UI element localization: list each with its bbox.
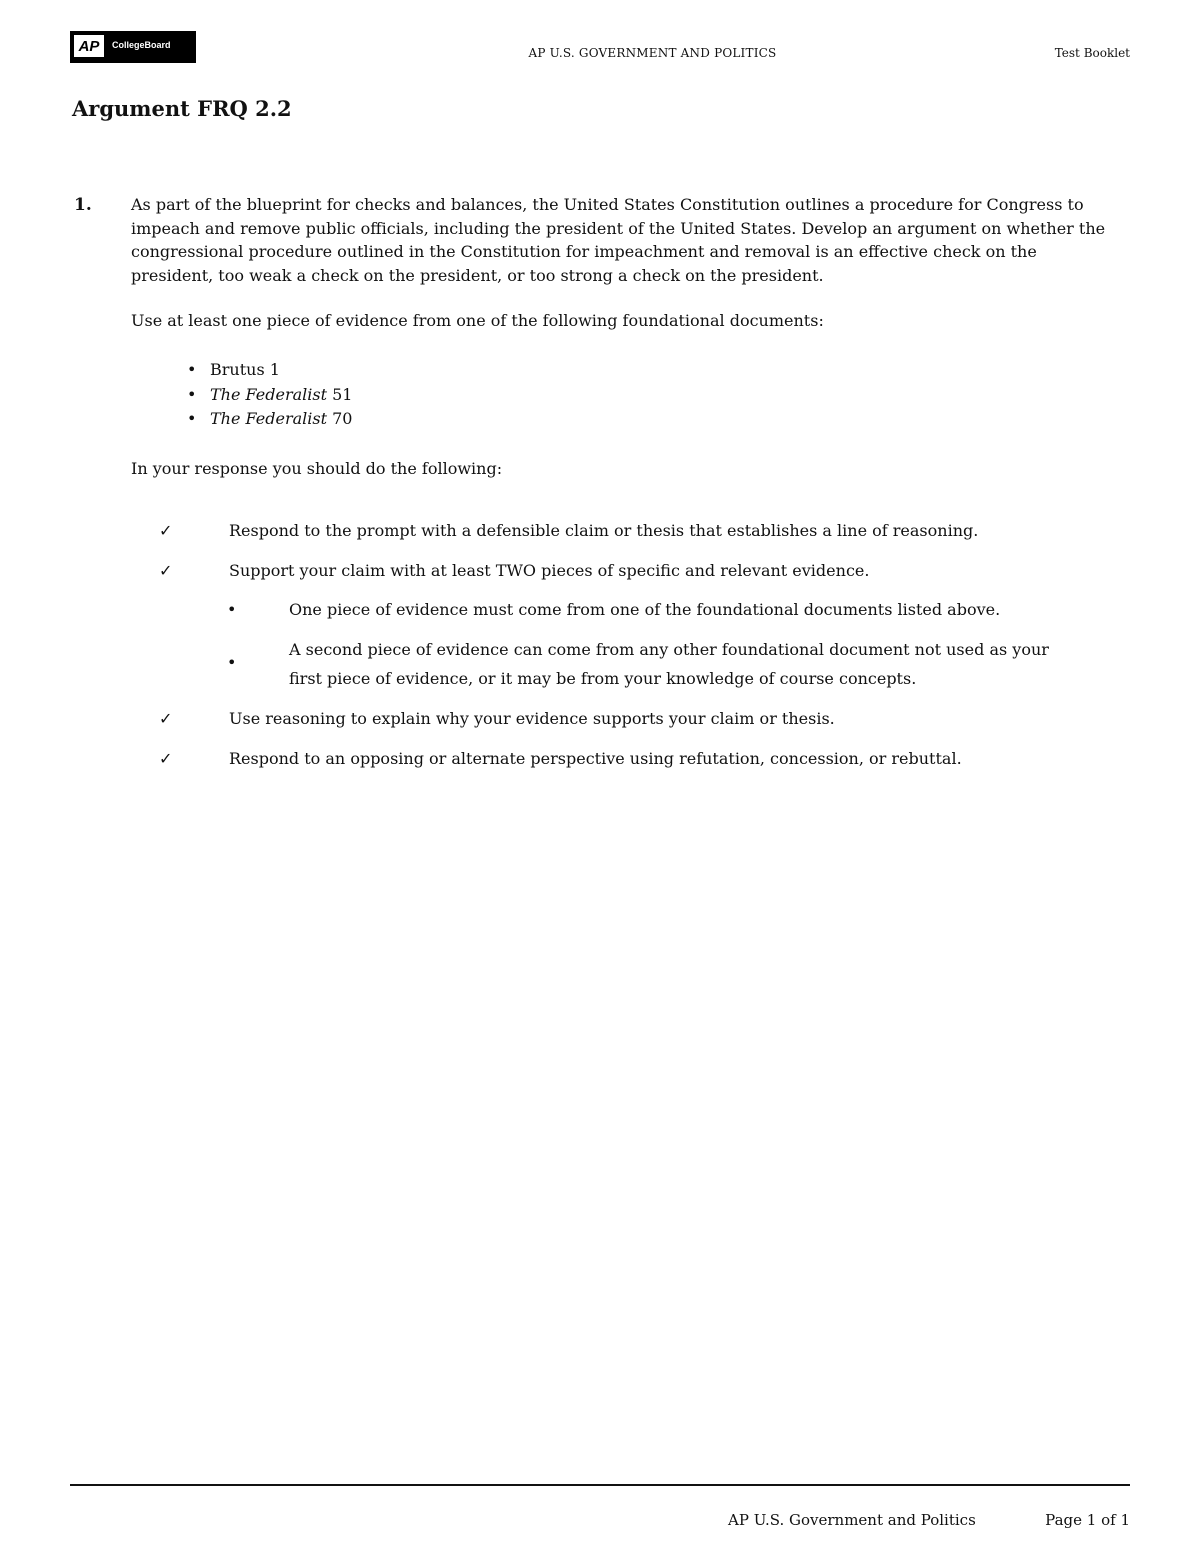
requirement-text: Support your claim with at least TWO pieces of specific and relevant evidence.: [229, 561, 870, 580]
document-title: Brutus 1: [210, 360, 280, 379]
ap-logo-mark: AP: [74, 35, 104, 57]
check-icon: ✓: [159, 709, 173, 728]
page-title: Argument FRQ 2.2: [72, 96, 292, 121]
bullet-icon: •: [227, 600, 237, 619]
evidence-instruction: Use at least one piece of evidence from one of the following foundational documents:: [131, 311, 824, 330]
requirement-text: Respond to the prompt with a defensible claim or thesis that establishes a line of reasoning.: [229, 521, 979, 540]
check-icon: ✓: [159, 521, 173, 540]
footer-divider: [70, 1484, 1130, 1486]
requirement-text: Use reasoning to explain why your evidence supports your claim or thesis.: [229, 709, 835, 728]
document-number: 70: [327, 409, 353, 428]
check-icon: ✓: [159, 749, 173, 768]
check-icon: ✓: [159, 561, 173, 580]
bullet-icon: •: [187, 360, 197, 379]
footer-course-name: AP U.S. Government and Politics: [728, 1511, 976, 1529]
list-item: [187, 407, 352, 432]
list-item: [187, 358, 352, 383]
bullet-icon: •: [187, 384, 197, 404]
bullet-icon: •: [187, 409, 197, 428]
document-title-italic: The Federalist: [210, 384, 327, 404]
document-number: 51: [327, 384, 353, 404]
evidence-point-text: A second piece of evidence can come from any other foundational document not used as your first piece of evidence, or it may be from your knowledge of course concepts.: [289, 640, 1049, 688]
requirement-text: Respond to an opposing or alternate perspective using refutation, concession, or rebuttal.: [229, 749, 962, 768]
question-prompt: As part of the blueprint for checks and balances, the United States Constitution outlines a procedure for Congress to impeach and remove public officials, including the president of the United States. Develop an argument on whether the congressional procedure outlined in the Constitution for impeachment and removal is an effective check on the president, too weak a check on the president, or too strong a check on the president.: [131, 195, 1106, 285]
bullet-icon: •: [227, 653, 237, 672]
header-booklet-label: Test Booklet: [1054, 46, 1130, 60]
evidence-point-text: One piece of evidence must come from one of the foundational documents listed above.: [289, 600, 1001, 619]
header-course-title: AP U.S. GOVERNMENT AND POLITICS: [528, 46, 777, 60]
question-number: 1.: [74, 195, 92, 215]
collegeboard-logo-text: CollegeBoard: [112, 40, 171, 50]
document-title-italic: The Federalist: [210, 409, 327, 428]
foundational-documents-list: [187, 358, 352, 432]
list-item: [187, 383, 352, 408]
footer-page-number: Page 1 of 1: [1045, 1511, 1130, 1529]
response-instruction: In your response you should do the following:: [131, 459, 503, 478]
